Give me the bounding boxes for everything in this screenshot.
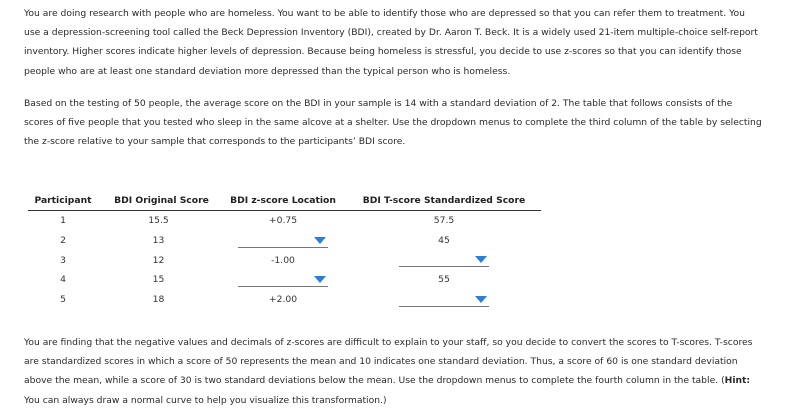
header-original-score: BDI Original Score xyxy=(98,192,219,211)
t-score-dropdown-5[interactable] xyxy=(399,293,489,307)
original-score-cell: 12 xyxy=(152,254,165,266)
t-score-cell xyxy=(347,290,541,310)
participant-cell: 4 xyxy=(60,274,66,286)
hint-label: Hint: xyxy=(724,375,751,387)
table-row xyxy=(28,290,541,310)
z-score-cell xyxy=(219,231,347,251)
z-score-dropdown-2[interactable] xyxy=(238,234,328,248)
conversion-text: You are finding that the negative values and decimals of z-scores are difficult to explain to your staff, so you decide to convert the scores to T-scores. T-scores are standardized scores in which a score of 50 represents the mean and 10 indicates one standard deviation. Thus, a score of 60 is one standard deviation above the mean, while a score of 30 is two standard deviations below the mean. Use the dropdown menus to complete the fourth column in the table. ( xyxy=(24,337,753,387)
table-row xyxy=(28,231,541,251)
bdi-table xyxy=(28,192,541,309)
t-score-cell: 57.5 xyxy=(433,215,455,227)
t-score-dropdown-3[interactable] xyxy=(399,253,489,267)
participant-cell: 3 xyxy=(60,254,66,266)
triangle-down-icon xyxy=(314,276,326,283)
table-row xyxy=(28,211,541,231)
table-row xyxy=(28,250,541,270)
z-score-dropdown-4[interactable] xyxy=(238,273,328,287)
intro-paragraph-1: You are doing research with people who are homeless. You want to be able to identify those who are depressed so that you can refer them to treatment. You use a depression-screening tool called the Beck Depression Inventory (BDI), created by Dr. Aaron T. Beck. It is a widely used 21-item multiple-choice self-report inventory. Higher scores indicate higher levels of depression. Because being homeless is stressful, you decide to use z-scores so that you can identify those people who are at least one standard deviation more depressed than the typical person who is homeless. xyxy=(24,8,758,77)
original-score-cell: 15.5 xyxy=(148,215,169,227)
header-t-score: BDI T-score Standardized Score xyxy=(347,192,541,211)
t-score-cell: 45 xyxy=(438,235,450,247)
z-score-cell: -1.00 xyxy=(271,254,295,266)
z-score-cell xyxy=(219,270,347,290)
table-row xyxy=(28,270,541,290)
z-score-cell: +0.75 xyxy=(268,215,298,227)
original-score-cell: 13 xyxy=(152,235,165,247)
z-score-cell: +2.00 xyxy=(268,294,298,306)
participant-cell: 2 xyxy=(60,235,66,247)
original-score-cell: 15 xyxy=(152,274,165,286)
conversion-paragraph xyxy=(24,333,766,410)
t-score-cell: 55 xyxy=(438,274,450,286)
original-score-cell: 18 xyxy=(152,294,165,306)
header-z-score: BDI z-score Location xyxy=(219,192,347,211)
participant-cell: 1 xyxy=(60,215,66,227)
triangle-down-icon xyxy=(475,296,487,303)
triangle-down-icon xyxy=(314,237,326,244)
header-participant: Participant xyxy=(28,192,98,211)
triangle-down-icon xyxy=(475,256,487,263)
intro-paragraph-2: Based on the testing of 50 people, the average score on the BDI in your sample is 14 with a standard deviation of 2. The table that follows consists of the scores of five people that you tested who sleep in the same alcove at a shelter. Use the dropdown menus to complete the third column of the table by selecting the z-score relative to your sample that corresponds to the participants’ BDI score. xyxy=(24,98,762,148)
participant-cell: 5 xyxy=(60,294,66,306)
table-header-row xyxy=(28,192,541,211)
hint-text: You can always draw a normal curve to help you visualize this transformation.) xyxy=(24,394,387,406)
t-score-cell xyxy=(347,250,541,270)
